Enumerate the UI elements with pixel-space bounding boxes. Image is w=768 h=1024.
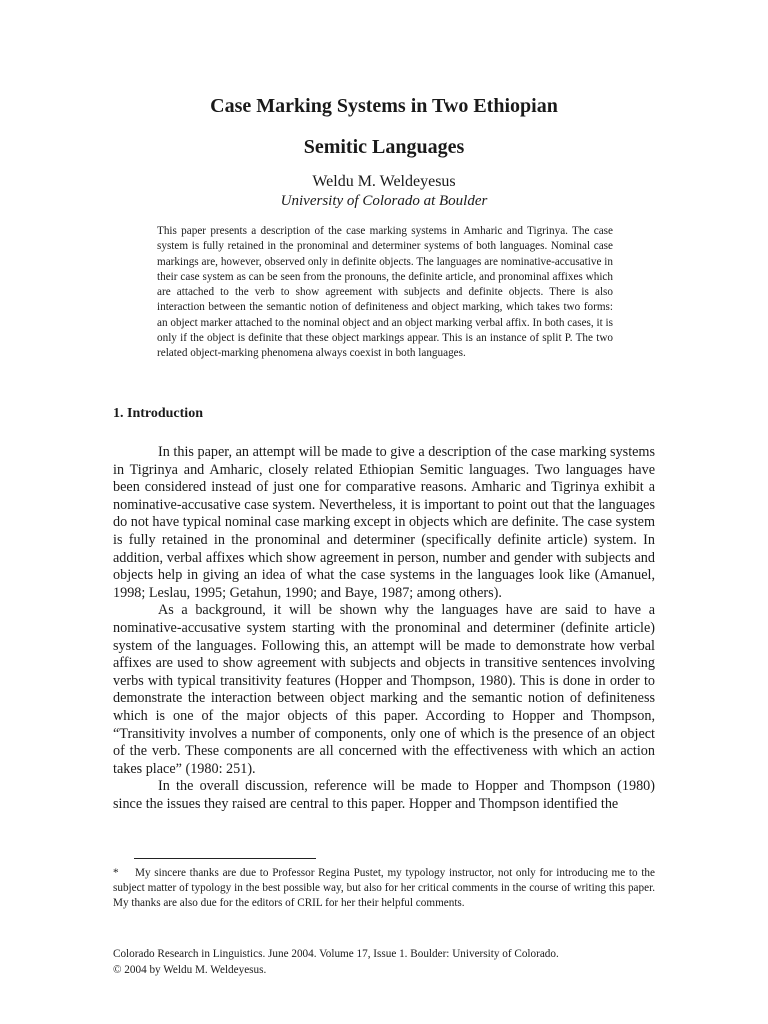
journal-info <box>113 947 673 978</box>
footnote-text: My sincere thanks are due to Professor Regina Pustet, my typology instructor, not only for introducing me to the subject matter of typology in the best possible way, but also for her critical comments in the course of writing this paper. My thanks are also due for the editors of CRIL for her their helpful comments. <box>113 867 655 910</box>
paper-title-line-1: Case Marking Systems in Two Ethiopian <box>210 95 558 117</box>
footnote-marker: * <box>113 867 119 879</box>
body-paragraph: As a background, it will be shown why the languages have are said to have a nominative-accusative system starting with the pronominal and determiner (definite article) system of the languages. Following this, an attempt will be made to demonstrate how verbal affixes are used to show agreement with subjects and objects in transitive sentences involving verbs with typical transitivity features (Hopper and Thompson, 1980). This is done in order to demonstrate the interaction between object marking and the semantic notion of definiteness which is one of the major objects of this paper. According to Hopper and Thompson, “Transitivity involves a number of components, only one of which is the presence of an object of the verb. These components are all concerned with the effectiveness with which an action takes place” (1980: 251). <box>113 602 655 777</box>
footnote <box>113 866 655 912</box>
footnote-divider <box>134 858 316 859</box>
author-name: Weldu M. Weldeyesus <box>312 173 456 190</box>
section-heading-introduction: 1. Introduction <box>113 406 203 421</box>
body-text <box>113 444 655 813</box>
author-affiliation: University of Colorado at Boulder <box>280 193 488 209</box>
journal-citation: Colorado Research in Linguistics. June 2004. Volume 17, Issue 1. Boulder: University of Colorado. <box>113 948 559 960</box>
body-paragraph: In this paper, an attempt will be made to give a description of the case marking systems in Tigrinya and Amharic, closely related Ethiopian Semitic languages. Two languages have been considered instead of just one for comparative reasons. Amharic and Tigrinya exhibit a nominative-accusative case system. Nevertheless, it is important to point out that the languages do not have typical nominal case marking except in objects which are definite. The case system is fully retained in the pronominal and determiner (specifically definite article) system. In addition, verbal affixes which show agreement in person, number and gender with subjects and objects help in giving an idea of what the case systems in the languages look like (Amanuel, 1998; Leslau, 1995; Getahun, 1990; and Baye, 1987; among others). <box>113 444 655 601</box>
body-paragraph: In the overall discussion, reference will be made to Hopper and Thompson (1980) since the issues they raised are central to this paper. Hopper and Thompson identified the <box>113 778 655 812</box>
abstract: This paper presents a description of the case marking systems in Amharic and Tigrinya. The case system is fully retained in the pronominal and determiner systems of both languages. Nominal case markings are, however, observed only in definite objects. The languages are nominative-accusative in their case system as can be seen from the pronouns, the definite article, and pronominal affixes which are attached to the verb to show agreement with subjects and definite objects. There is also interaction between the semantic notion of definiteness and object marking, which takes two forms: an object marker attached to the nominal object and an object marking verbal affix. In both cases, it is only if the object is definite that these object markings appear. This is an instance of split P. The two related object-marking phenomena always coexist in both languages. <box>157 225 613 360</box>
copyright-notice: © 2004 by Weldu M. Weldeyesus. <box>113 963 267 976</box>
paper-title-line-2: Semitic Languages <box>303 136 465 158</box>
